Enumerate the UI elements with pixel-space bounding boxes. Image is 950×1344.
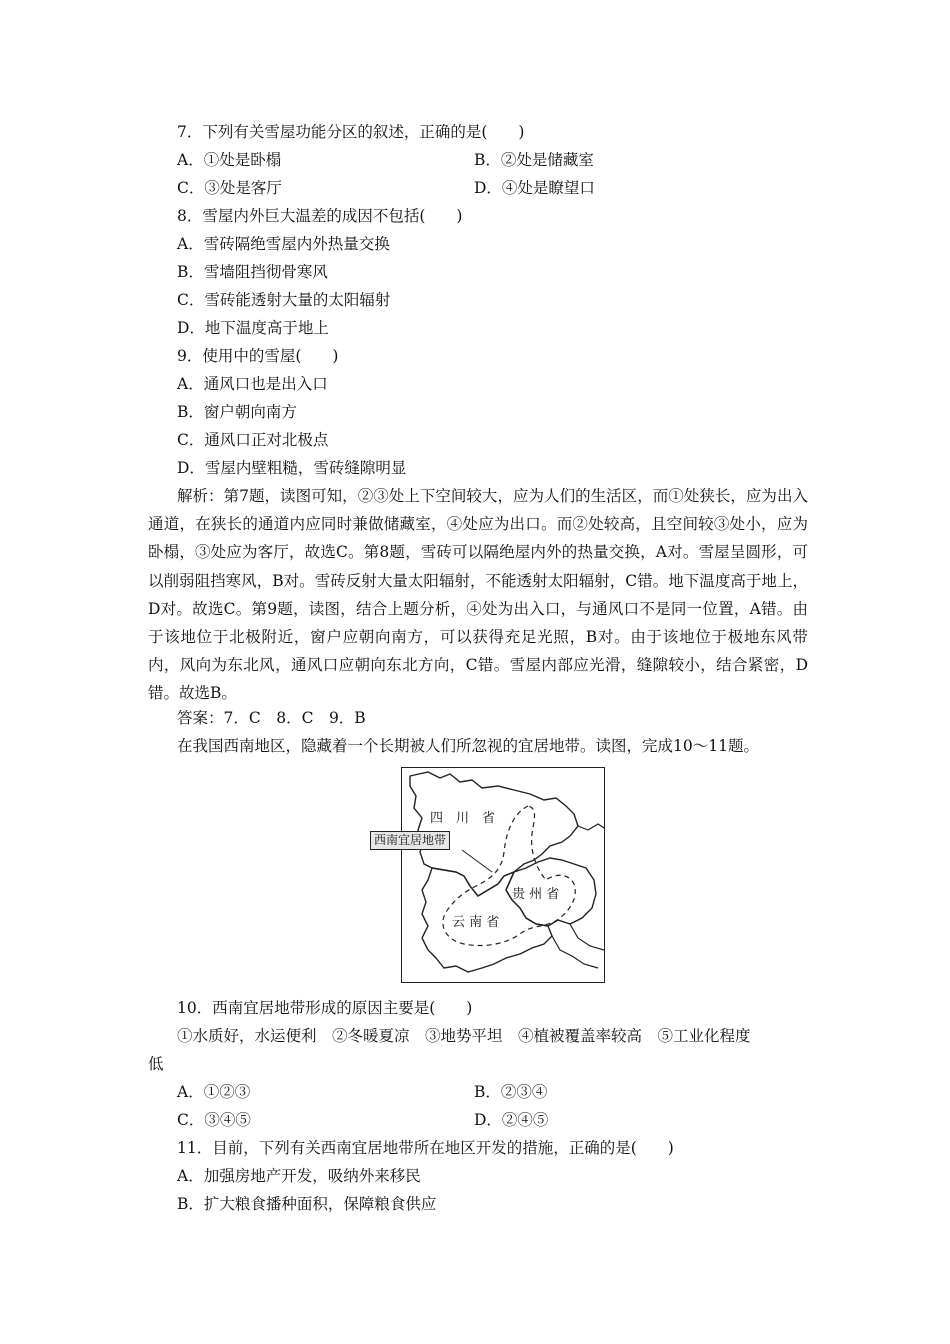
callout-pointer: [462, 850, 492, 872]
q11-option-b: B．扩大粮食播种面积，保障粮食供应: [177, 1195, 437, 1213]
q7-option-b: B．②处是储藏室: [474, 151, 594, 169]
answer-line: 答案：7．C 8．C 9．B: [177, 709, 366, 727]
q10-option-d: D．②④⑤: [474, 1111, 549, 1129]
neighbour-border-south: [552, 936, 598, 968]
q9-stem: 9．使用中的雪屋( ): [177, 347, 339, 365]
q8-option-b: B．雪墙阻挡彻骨寒风: [177, 263, 328, 281]
q10-option-a: A．①②③: [177, 1083, 251, 1101]
q9-option-d: D．雪屋内壁粗糙，雪砖缝隙明显: [177, 459, 407, 477]
q9-option-a: A．通风口也是出入口: [177, 375, 328, 393]
q7-stem: 7．下列有关雪屋功能分区的叙述，正确的是( ): [177, 123, 525, 141]
q11-stem: 11．目前，下列有关西南宜居地带所在地区开发的措施，正确的是( ): [177, 1139, 674, 1157]
q9-option-c: C．通风口正对北极点: [177, 431, 329, 449]
q10-items-line2: 低: [148, 1055, 164, 1073]
q7-option-a: A．①处是卧榻: [177, 151, 282, 169]
neighbour-border-southeast: [570, 924, 604, 950]
q8-stem: 8．雪屋内外巨大温差的成因不包括( ): [177, 207, 463, 225]
q9-option-b: B．窗户朝向南方: [177, 403, 297, 421]
livable-belt-callout: 西南宜居地带: [370, 831, 450, 850]
q7-option-c: C．③处是客厅: [177, 179, 282, 197]
q11-option-a: A．加强房地产开发，吸纳外来移民: [177, 1167, 421, 1185]
neighbour-border-east: [578, 824, 604, 830]
analysis-paragraph: 解析：第7题，读图可知，②③处上下空间较大，应为人们的生活区，而①处狭长，应为出入通道，在狭长的通道内应同时兼做储藏室，④处应为出口。而②处较高，且空间较③处小，应为卧榻，③处应为客厅，故选C。第8题，雪砖可以隔绝屋内外的热量交换，A对。雪屋呈圆形，可以削弱阻挡寒风，B对。雪砖反射大量太阳辐射，不能透射太阳辐射，C错。地下温度高于地上，D对。故选C。第9题，读图，结合上题分析，④处为出入口，与通风口不是同一位置，A错。由于该地位于北极附近，窗户应朝向南方，可以获得充足光照，B对。由于该地位于极地东风带内，风向为东北风，通风口应朝向东北方向，C错。雪屋内部应光滑，缝隙较小，结合紧密，D错。故选B。: [148, 487, 808, 703]
map-outline: [402, 768, 604, 982]
q10-stem: 10．西南宜居地带形成的原因主要是( ): [177, 999, 473, 1017]
q7-option-d: D．④处是瞭望口: [474, 179, 595, 197]
sichuan-label: 四 川 省: [430, 811, 496, 826]
southwest-map: [374, 767, 605, 983]
intro-line: 在我国西南地区，隐藏着一个长期被人们所忽视的宜居地带。读图，完成10～11题。: [177, 737, 759, 755]
guizhou-label: 贵 州 省: [512, 887, 560, 902]
q8-option-a: A．雪砖隔绝雪屋内外热量交换: [177, 235, 390, 253]
q8-option-d: D．地下温度高于地上: [177, 319, 329, 337]
q10-option-c: C．③④⑤: [177, 1111, 251, 1129]
q10-items-line1: ①水质好，水运便利 ②冬暖夏凉 ③地势平坦 ④植被覆盖率较高 ⑤工业化程度: [177, 1027, 751, 1045]
yunnan-label: 云 南 省: [452, 915, 500, 930]
q10-option-b: B．②③④: [474, 1083, 548, 1101]
q8-option-c: C．雪砖能透射大量的太阳辐射: [177, 291, 391, 309]
